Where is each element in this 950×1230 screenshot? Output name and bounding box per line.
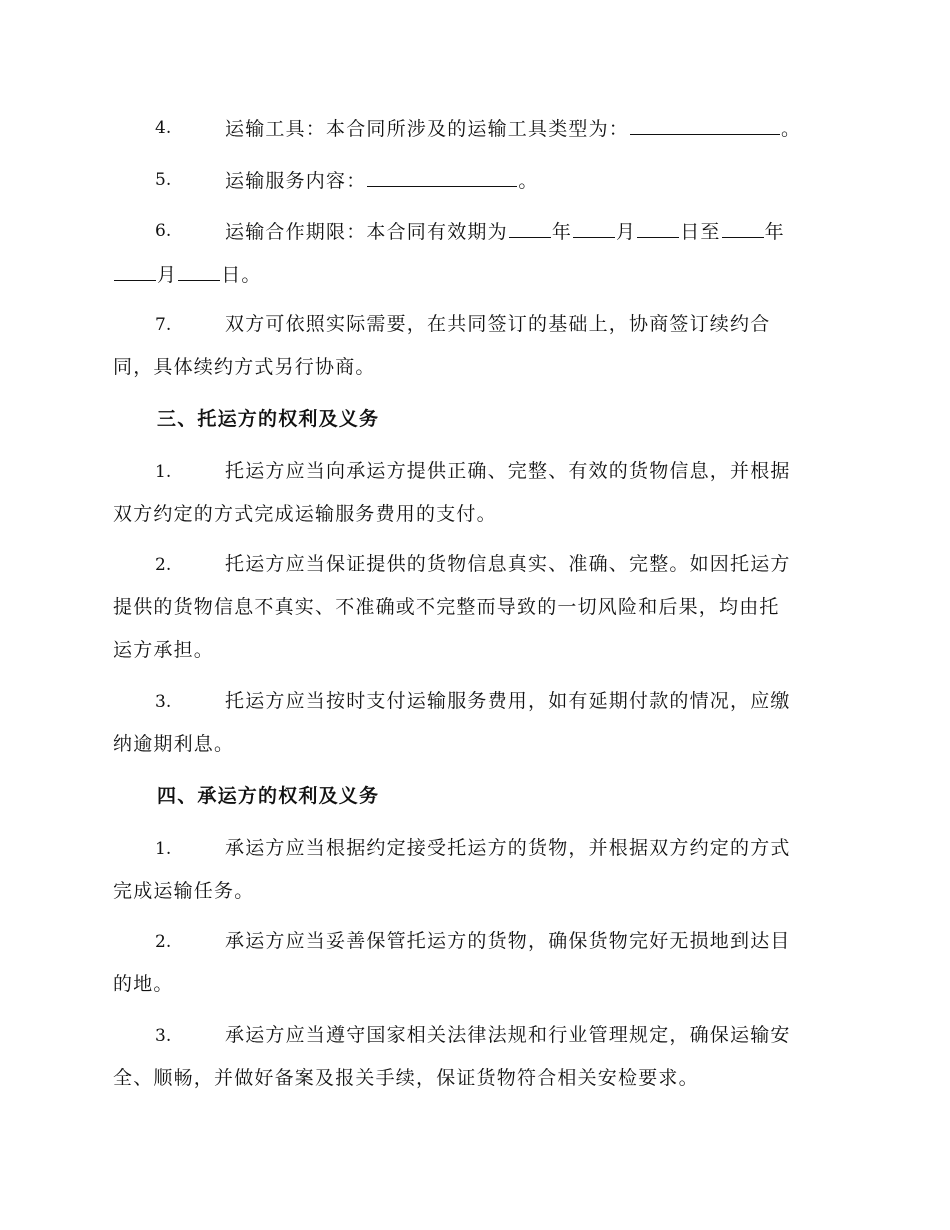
item-number: 1. (155, 839, 172, 859)
item-6-line-1 (225, 221, 785, 242)
section-4-heading: 四、承运方的权利及义务 (157, 785, 380, 807)
s3-item-2-line-1: 托运方应当保证提供的货物信息真实、准确、完整。如因托运方 (225, 553, 791, 575)
item-7-line-2: 同，具体续约方式另行协商。 (113, 356, 376, 378)
item-number: 1. (155, 462, 172, 482)
fill-blank (722, 221, 764, 238)
s4-item-3-line-1: 承运方应当遵守国家相关法律法规和行业管理规定，确保运输安 (225, 1024, 791, 1046)
section-3-heading: 三、托运方的权利及义务 (157, 408, 380, 430)
s3-item-3-line-2: 纳逾期利息。 (113, 733, 235, 755)
fill-blank (509, 221, 551, 238)
item-4-label: 运输工具：本合同所涉及的运输工具类型为： (225, 118, 630, 140)
item-5-text (225, 170, 539, 191)
punctuation: 。 (781, 118, 802, 140)
fill-blank (573, 221, 615, 238)
s3-item-2-line-2: 提供的货物信息不真实、不准确或不完整而导致的一切风险和后果，均由托 (113, 596, 780, 618)
item-5-label: 运输服务内容： (225, 170, 367, 192)
date-unit: 年 (764, 221, 785, 243)
s4-item-2-line-1: 承运方应当妥善保管托运方的货物，确保货物完好无损地到达目 (225, 930, 791, 952)
fill-blank (630, 118, 780, 135)
fill-blank (367, 170, 517, 187)
date-unit: 日至 (680, 221, 721, 243)
item-number: 3. (155, 692, 172, 712)
date-unit: 年 (551, 221, 573, 243)
fill-blank (637, 221, 679, 238)
item-number: 4. (155, 118, 172, 138)
item-6-label: 运输合作期限：本合同有效期为 (225, 221, 508, 243)
item-number: 2. (155, 555, 172, 575)
item-number: 3. (155, 1026, 172, 1046)
item-number: 6. (155, 221, 172, 241)
s4-item-1-line-1: 承运方应当根据约定接受托运方的货物，并根据双方约定的方式 (225, 837, 791, 859)
fill-blank (178, 264, 220, 281)
s4-item-1-line-2: 完成运输任务。 (113, 880, 255, 902)
item-number: 5. (155, 170, 172, 190)
date-unit: 月 (157, 264, 178, 286)
s3-item-1-line-1: 托运方应当向承运方提供正确、完整、有效的货物信息，并根据 (225, 460, 791, 482)
s3-item-1-line-2: 双方约定的方式完成运输服务费用的支付。 (113, 503, 497, 525)
s3-item-3-line-1: 托运方应当按时支付运输服务费用，如有延期付款的情况，应缴 (225, 690, 791, 712)
date-unit: 月 (616, 221, 637, 243)
s3-item-2-line-3: 运方承担。 (113, 639, 215, 661)
item-6-line-2 (113, 264, 262, 285)
item-7-line-1: 双方可依照实际需要，在共同签订的基础上，协商签订续约合 (225, 313, 771, 335)
s4-item-2-line-2: 的地。 (113, 973, 174, 995)
s4-item-3-line-2: 全、顺畅，并做好备案及报关手续，保证货物符合相关安检要求。 (113, 1067, 699, 1089)
date-unit: 日。 (221, 264, 262, 286)
fill-blank (114, 264, 156, 281)
item-number: 7. (155, 315, 172, 335)
item-number: 2. (155, 932, 172, 952)
punctuation: 。 (518, 170, 539, 192)
item-4-text (225, 118, 801, 139)
